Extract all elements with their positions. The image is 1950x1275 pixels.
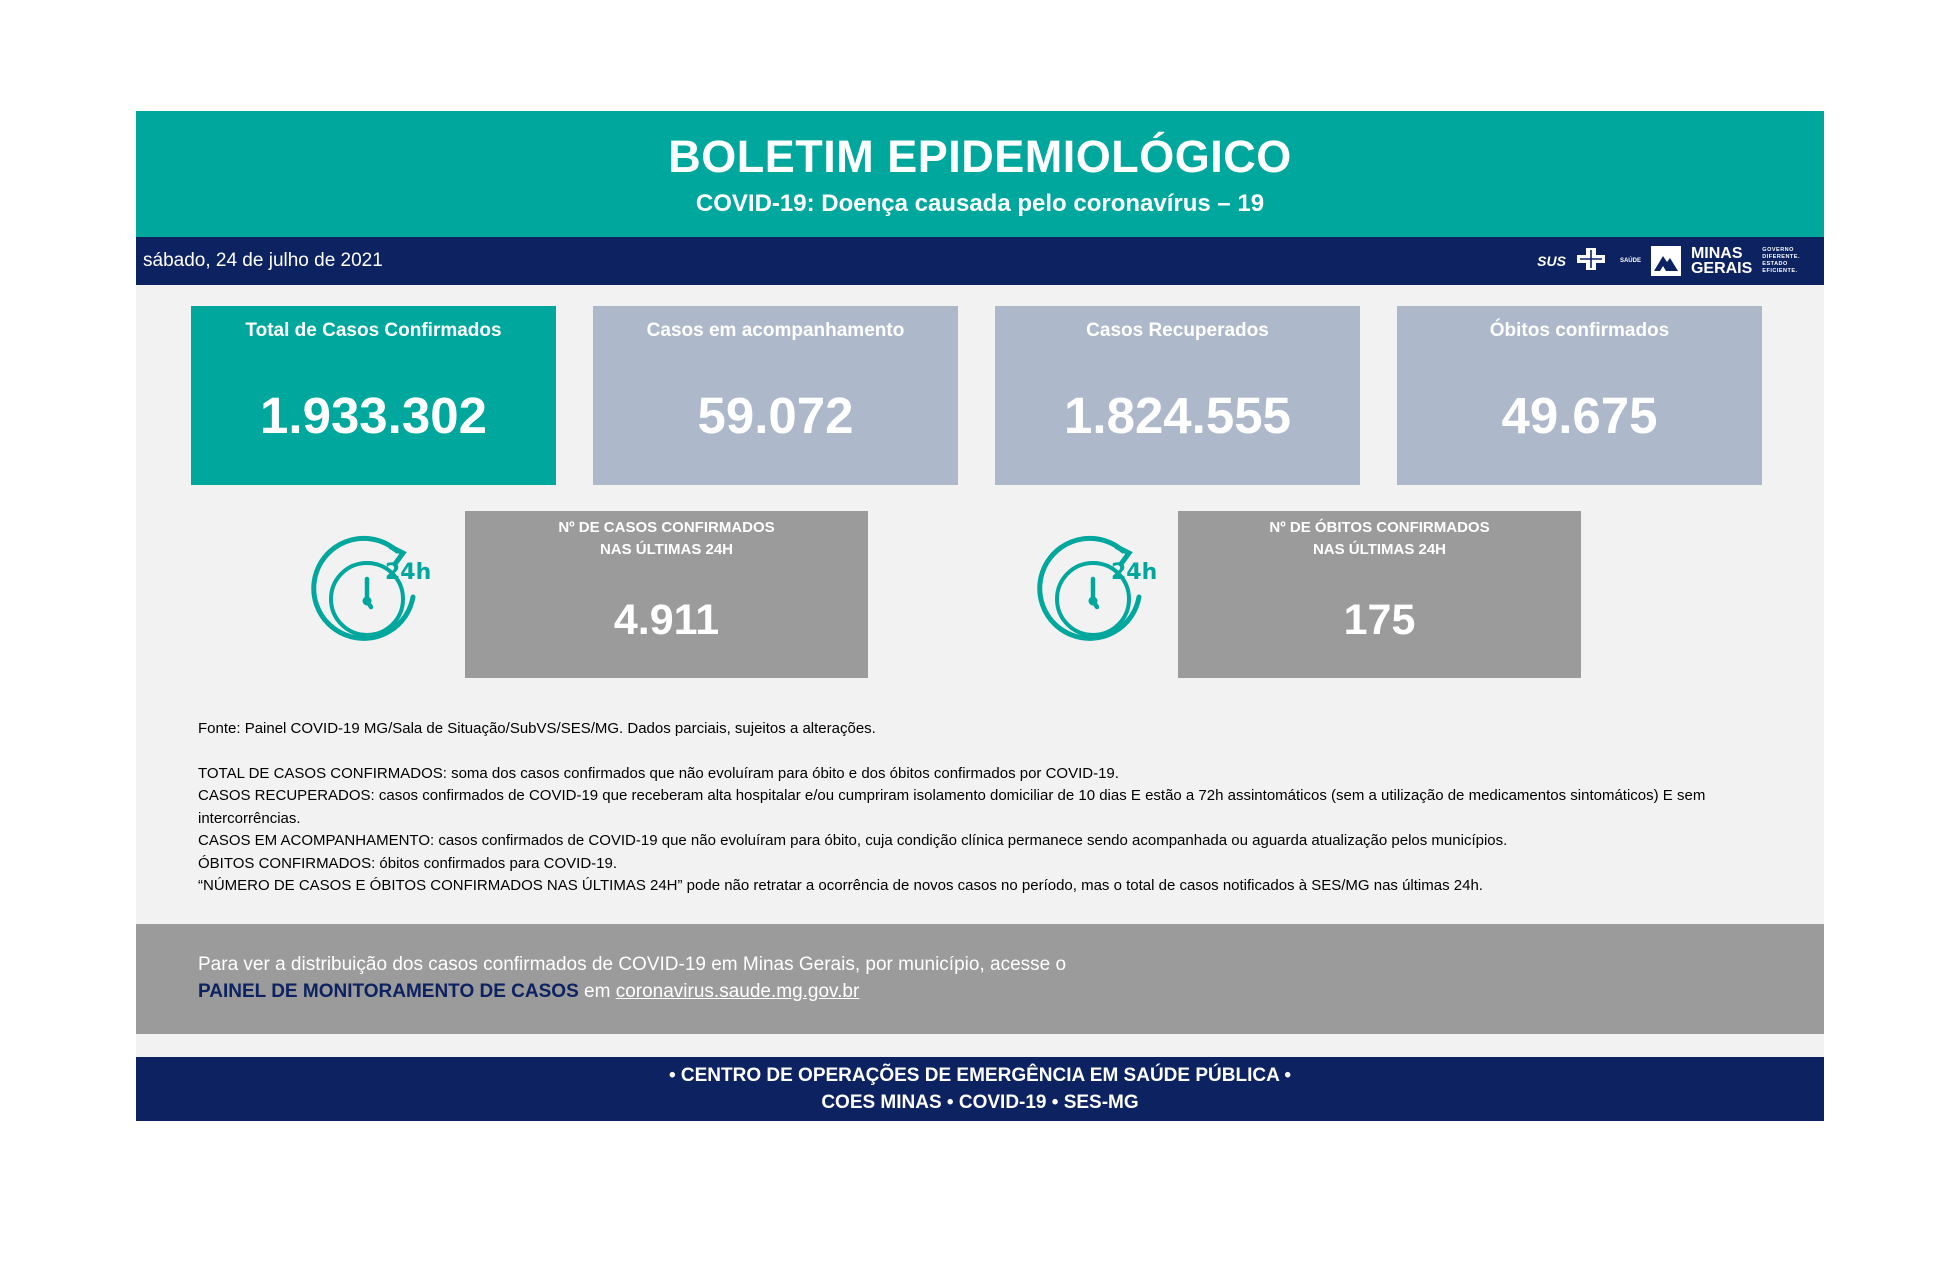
card-value: 49.675 — [1501, 387, 1658, 444]
card-label: Casos Recuperados — [1086, 320, 1269, 341]
mg-word-1: MINAS — [1690, 245, 1743, 262]
card-cases-last-24h — [465, 511, 868, 678]
saude-label: SAÚDE — [1619, 258, 1641, 264]
page-subtitle: COVID-19: Doença causada pelo coronavírus – 19 — [695, 190, 1265, 217]
minas-gerais-logo-text — [1691, 246, 1752, 276]
card-label-line1: Nº DE ÓBITOS CONFIRMADOS — [1269, 519, 1490, 536]
sus-logo-text: SUS — [1537, 253, 1566, 269]
gov-line: EFICIENTE. — [1762, 268, 1798, 274]
notes-section — [198, 718, 1778, 898]
access-panel — [136, 924, 1824, 1034]
sus-cross-icon — [1576, 247, 1606, 276]
footer-banner — [136, 1057, 1824, 1121]
bulletin — [136, 111, 1824, 1121]
card-label: Total de Casos Confirmados — [245, 320, 502, 341]
panel-link-label[interactable]: PAINEL DE MONITORAMENTO DE CASOS — [198, 981, 579, 1002]
gov-line: ESTADO — [1762, 261, 1788, 267]
page-title: BOLETIM EPIDEMIOLÓGICO — [668, 131, 1292, 182]
card-deaths-last-24h — [1178, 511, 1581, 678]
bulletin-date: sábado, 24 de julho de 2021 — [143, 250, 383, 271]
card-label: Casos em acompanhamento — [646, 320, 905, 341]
footer-line2: COES MINAS • COVID-19 • SES-MG — [821, 1092, 1139, 1113]
clock-24h-icon — [1035, 529, 1159, 653]
definition-active: CASOS EM ACOMPANHAMENTO: casos confirmados de COVID-19 que não evoluíram para óbito, cuja condição clínica permanece sendo acompanhada ou aguarda atualização pelos municípios. — [198, 832, 1508, 849]
clock-24h-text: 24h — [1111, 560, 1158, 585]
clock-24h-icon — [309, 529, 433, 653]
card-active-cases — [593, 306, 958, 485]
card-value: 59.072 — [697, 387, 854, 444]
footer-line1: • CENTRO DE OPERAÇÕES DE EMERGÊNCIA EM SAÚDE PÚBLICA • — [668, 1065, 1292, 1086]
website-link[interactable]: coronavirus.saude.mg.gov.br — [615, 981, 860, 1002]
definition-last-24h: “NÚMERO DE CASOS E ÓBITOS CONFIRMADOS NAS ÚLTIMAS 24H” pode não retratar a ocorrência de novos casos no período, mas o total de casos notificados à SES/MG nas últimas 24h. — [198, 877, 1483, 894]
card-label-line2: NAS ÚLTIMAS 24H — [599, 541, 734, 558]
card-value: 175 — [1343, 596, 1416, 644]
gov-line: GOVERNO — [1762, 247, 1794, 253]
card-deaths — [1397, 306, 1762, 485]
access-link-line — [198, 981, 859, 1003]
card-total-confirmed — [191, 306, 556, 485]
gov-line: DIFERENTE. — [1762, 254, 1800, 260]
connector-text: em — [578, 981, 616, 1002]
definition-recovered: CASOS RECUPERADOS: casos confirmados de COVID-19 que receberam alta hospitalar e/ou cumpriram isolamento domiciliar de 10 dias E estão a 72h assintomáticos (sem a utilização de medicamentos sintomáticos) E sem intercorrências. — [198, 787, 1706, 827]
card-value: 1.824.555 — [1064, 387, 1291, 444]
definition-total-confirmed: TOTAL DE CASOS CONFIRMADOS: soma dos casos confirmados que não evoluíram para óbito e dos óbitos confirmados por COVID-19. — [198, 764, 1119, 782]
card-value: 4.911 — [613, 596, 720, 644]
clock-24h-text: 24h — [385, 560, 432, 585]
minas-gerais-mountain-icon — [1651, 246, 1681, 276]
card-label-line2: NAS ÚLTIMAS 24H — [1312, 541, 1447, 558]
header-banner — [136, 111, 1824, 237]
government-slogan — [1762, 247, 1800, 275]
definition-deaths: ÓBITOS CONFIRMADOS: óbitos confirmados para COVID-19. — [198, 854, 618, 872]
access-text: Para ver a distribuição dos casos confirmados de COVID-19 em Minas Gerais, por município, acesse o — [198, 954, 1067, 975]
card-label-line1: Nº DE CASOS CONFIRMADOS — [558, 519, 775, 536]
date-bar — [136, 237, 1824, 285]
card-label: Óbitos confirmados — [1489, 320, 1670, 341]
logos — [1537, 244, 1800, 278]
source-note: Fonte: Painel COVID-19 MG/Sala de Situação/SubVS/SES/MG. Dados parciais, sujeitos a alterações. — [198, 720, 876, 737]
card-recovered — [995, 306, 1360, 485]
mg-word-2: GERAIS — [1690, 260, 1753, 277]
card-value: 1.933.302 — [260, 387, 487, 444]
